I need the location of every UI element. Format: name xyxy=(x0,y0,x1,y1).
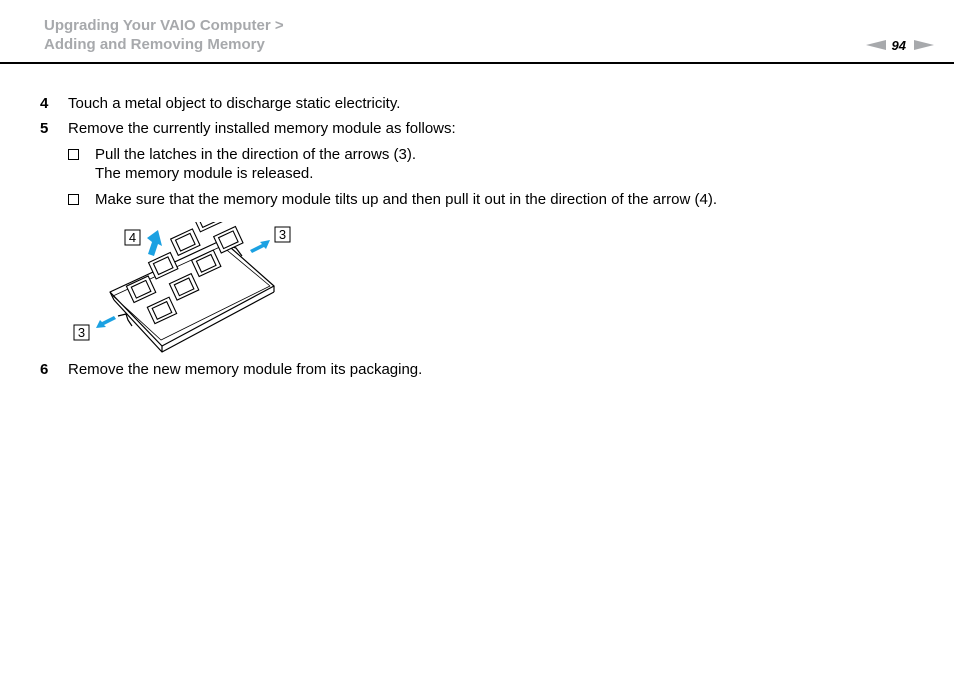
step-number: 6 xyxy=(40,361,49,378)
next-page-icon[interactable] xyxy=(914,40,934,50)
pull-out-arrow-icon xyxy=(147,230,162,256)
page-header xyxy=(0,0,954,64)
step-number: 5 xyxy=(40,120,49,137)
substep-text: Make sure that the memory module tilts up and then pull it out in the direction of the arrow (4). xyxy=(95,191,717,208)
step-number: 4 xyxy=(40,95,49,112)
callout-top-left xyxy=(125,230,140,245)
latch-arrow-right-icon xyxy=(250,240,270,253)
breadcrumb-section[interactable]: Adding and Removing Memory xyxy=(44,36,265,53)
step-text: Remove the new memory module from its packaging. xyxy=(68,361,423,378)
step-text: Remove the currently installed memory module as follows: xyxy=(68,120,456,137)
step-text: Touch a metal object to discharge static electricity. xyxy=(68,95,401,112)
breadcrumb-chapter[interactable]: Upgrading Your VAIO Computer > xyxy=(44,17,284,34)
callout-label: 3 xyxy=(77,325,86,340)
latch-arrow-left-icon xyxy=(96,316,116,328)
page-navigation xyxy=(866,36,934,54)
page-number: 94 xyxy=(891,37,906,53)
substep-text-continued: The memory module is released. xyxy=(95,165,314,182)
checkbox-bullet-icon xyxy=(68,149,79,160)
header-divider xyxy=(0,62,954,64)
callout-label: 3 xyxy=(278,227,287,242)
callout-top-right xyxy=(275,227,290,242)
substep-text: Pull the latches in the direction of the arrows (3). xyxy=(95,146,416,163)
previous-page-icon[interactable] xyxy=(866,40,886,50)
checkbox-bullet-icon xyxy=(68,194,79,205)
memory-module-illustration xyxy=(70,222,310,360)
callout-label: 4 xyxy=(128,230,137,245)
callout-bottom-left xyxy=(74,325,89,340)
